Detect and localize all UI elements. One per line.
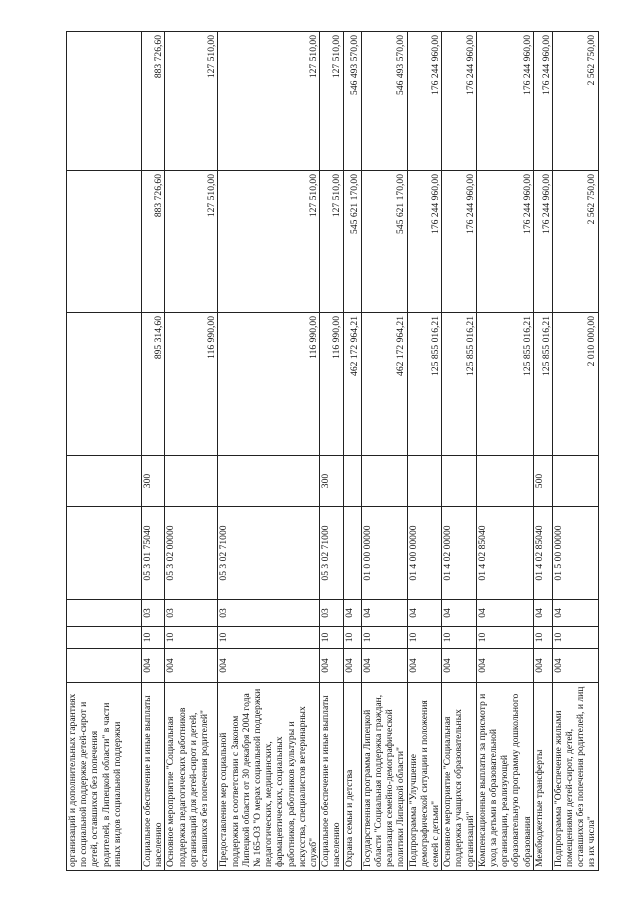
cell-section: 10 [218,627,320,649]
cell-subsection: 03 [218,600,320,627]
cell-subsection: 04 [533,600,552,627]
budget-table [66,31,599,871]
cell-admin [67,649,142,683]
cell-section: 10 [476,627,533,649]
cell-section: 10 [533,627,552,649]
cell-v2020: 127 510,00 [165,32,218,171]
cell-v2020: 176 244 960,00 [533,32,552,171]
cell-name: Охрана семьи и детства [343,683,361,871]
cell-target: 05 3 01 75040 [142,507,165,600]
cell-v2018: 116 990,00 [218,313,320,456]
cell-v2018: 116 990,00 [320,313,343,456]
cell-v2020: 127 510,00 [218,32,320,171]
cell-v2020: 176 244 960,00 [407,32,442,171]
cell-v2019 [67,171,142,313]
table-row [320,32,343,871]
cell-target: 05 3 02 71000 [320,507,343,600]
table-row [165,32,218,871]
cell-v2019: 176 244 960,00 [533,171,552,313]
table-row [361,32,407,871]
cell-v2019: 883 726,60 [142,171,165,313]
table-row [442,32,477,871]
cell-name: Подпрограмма "Обеспечение жилыми помещениями детей-сирот, детей, оставшихся без попечения родителей, и лиц из их числа" [552,683,598,871]
cell-subsection [67,600,142,627]
cell-target [343,507,361,600]
cell-expense [343,456,361,507]
cell-subsection: 04 [442,600,477,627]
cell-v2019: 176 244 960,00 [407,171,442,313]
cell-admin: 004 [165,649,218,683]
table-row [343,32,361,871]
cell-v2020: 546 493 570,00 [361,32,407,171]
cell-admin: 004 [142,649,165,683]
cell-expense: 500 [533,456,552,507]
cell-name: Социальное обеспечение и иные выплаты населению [142,683,165,871]
cell-target: 05 3 02 00000 [165,507,218,600]
cell-expense [552,456,598,507]
cell-subsection: 04 [343,600,361,627]
cell-subsection: 03 [320,600,343,627]
cell-name: Государственная программа Липецкой области "Социальная поддержка граждан, реализация семейно-демографической политики Липецкой области" [361,683,407,871]
cell-v2018: 2 010 000,00 [552,313,598,456]
cell-section: 10 [407,627,442,649]
cell-section: 10 [165,627,218,649]
cell-expense [361,456,407,507]
table-row [218,32,320,871]
cell-target: 01 4 02 85040 [533,507,552,600]
cell-admin: 004 [407,649,442,683]
cell-v2020 [67,32,142,171]
cell-v2020: 546 493 570,00 [343,32,361,171]
cell-v2020: 127 510,00 [320,32,343,171]
cell-expense [67,456,142,507]
cell-v2018: 125 855 016,21 [442,313,477,456]
rotated-page [66,32,598,871]
cell-name: организаций и дополнительных гарантиях по социальной поддержке детей-сирот и детей, оставшихся без попечения родителей, в Липецкой области" в части иных видов социальной поддержки [67,683,142,871]
cell-target: 01 4 00 00000 [407,507,442,600]
cell-target: 01 4 02 00000 [442,507,477,600]
cell-expense [165,456,218,507]
cell-target [67,507,142,600]
cell-name: Подпрограмма "Улучшение демографической ситуации и положения семей с детьми" [407,683,442,871]
cell-subsection: 04 [552,600,598,627]
cell-name: Социальное обеспечение и иные выплаты населению [320,683,343,871]
cell-section: 10 [142,627,165,649]
table-row [142,32,165,871]
cell-v2020: 176 244 960,00 [476,32,533,171]
cell-target: 01 5 00 00000 [552,507,598,600]
cell-subsection: 04 [407,600,442,627]
cell-v2020: 2 562 750,00 [552,32,598,171]
cell-v2019: 127 510,00 [218,171,320,313]
cell-v2019: 2 562 750,00 [552,171,598,313]
cell-v2018: 462 172 964,21 [361,313,407,456]
table-row [476,32,533,871]
cell-admin: 004 [476,649,533,683]
cell-admin: 004 [218,649,320,683]
cell-subsection: 04 [476,600,533,627]
cell-admin: 004 [361,649,407,683]
cell-v2019: 127 510,00 [165,171,218,313]
cell-target: 05 3 02 71000 [218,507,320,600]
table-body [67,32,599,871]
table-row [533,32,552,871]
cell-section: 10 [320,627,343,649]
cell-v2018: 125 855 016,21 [476,313,533,456]
cell-section [67,627,142,649]
cell-v2019: 545 621 170,00 [361,171,407,313]
cell-expense [218,456,320,507]
cell-v2018: 116 990,00 [165,313,218,456]
cell-expense: 300 [142,456,165,507]
cell-v2020: 883 726,60 [142,32,165,171]
cell-expense [442,456,477,507]
cell-admin: 004 [533,649,552,683]
cell-v2019: 176 244 960,00 [476,171,533,313]
cell-expense: 300 [320,456,343,507]
cell-admin: 004 [343,649,361,683]
cell-name: Основное мероприятие "Социальная поддержка учащихся образовательных организаций" [442,683,477,871]
table-row [67,32,142,871]
cell-name: Основное мероприятие "Социальная поддержка педагогических работников организаций для детей-сирот и детей, оставшихся без попечения родителей" [165,683,218,871]
table-row [407,32,442,871]
cell-name: Компенсационные выплаты за присмотр и уход за детьми в образовательной организации, реализующей образовательную программу дошкольного образования [476,683,533,871]
cell-admin: 004 [442,649,477,683]
cell-section: 10 [552,627,598,649]
cell-subsection: 03 [142,600,165,627]
cell-v2018: 125 855 016,21 [407,313,442,456]
cell-target: 01 4 02 85040 [476,507,533,600]
cell-section: 10 [361,627,407,649]
cell-v2018: 125 855 016,21 [533,313,552,456]
cell-v2018: 895 314,60 [142,313,165,456]
cell-v2018: 462 172 964,21 [343,313,361,456]
cell-v2019: 545 621 170,00 [343,171,361,313]
cell-expense [476,456,533,507]
cell-v2019: 176 244 960,00 [442,171,477,313]
cell-v2019: 127 510,00 [320,171,343,313]
cell-name: Межбюджетные трансферты [533,683,552,871]
cell-v2018 [67,313,142,456]
cell-section: 10 [442,627,477,649]
cell-v2020: 176 244 960,00 [442,32,477,171]
table-row [552,32,598,871]
cell-expense [407,456,442,507]
cell-name: Предоставление мер социальной поддержки в соответствии с Законом Липецкой области от 30 декабря 2004 года № 165-ОЗ "О мерах социальной поддержки педагогических, медицинских, фармацевтических, социальных работников, работников культуры и искусства, специалистов ветеринарных служб" [218,683,320,871]
cell-target: 01 0 00 00000 [361,507,407,600]
cell-subsection: 03 [165,600,218,627]
cell-section: 10 [343,627,361,649]
cell-subsection: 04 [361,600,407,627]
cell-admin: 004 [320,649,343,683]
cell-admin: 004 [552,649,598,683]
